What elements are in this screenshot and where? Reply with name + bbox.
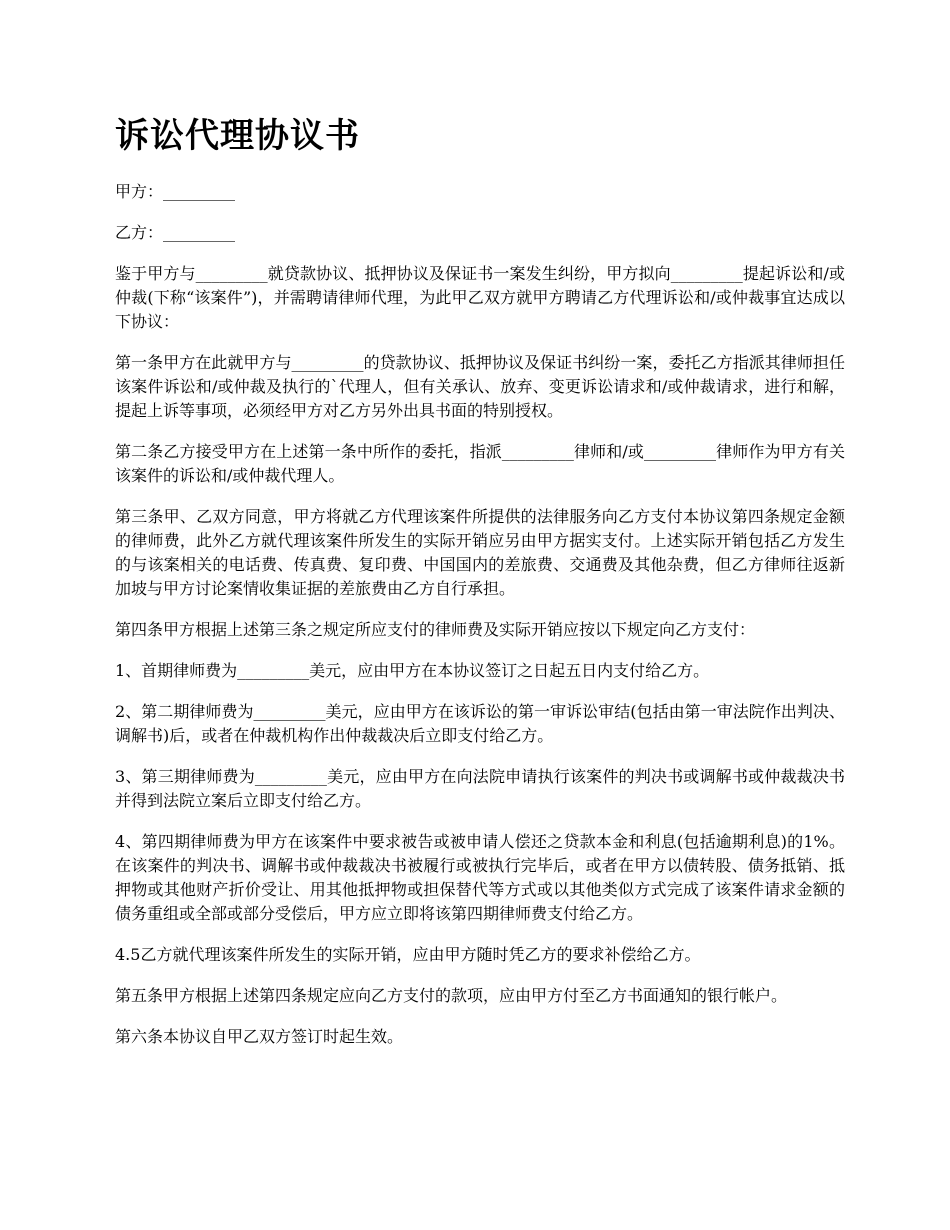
article-4-item-5: 4.5乙方就代理该案件所发生的实际开销，应由甲方随时凭乙方的要求补偿给乙方。: [115, 945, 701, 964]
party-b-line: 乙方：_________: [115, 223, 236, 242]
article-1-paragraph: 第一条甲方在此就甲方与_________的贷款协议、抵押协议及保证书纠纷一案，委托乙方指派其律师担任该案件诉讼和/或仲裁及执行的`代理人，但有关承认、放弃、变更诉讼请求和/或仲裁请求，进行和解，提起上诉等事项，必须经甲方对乙方另外出具书面的特别授权。: [115, 353, 845, 420]
article-4-item-3: 3、第三期律师费为_________美元，应由甲方在向法院申请执行该案件的判决书或调解书或仲裁裁决书并得到法院立案后立即支付给乙方。: [115, 767, 845, 810]
document-page: [115, 112, 845, 1066]
article-5-paragraph: 第五条甲方根据上述第四条规定应向乙方支付的款项，应由甲方付至乙方书面通知的银行帐户。: [115, 986, 788, 1005]
party-a-line: 甲方：_________: [115, 182, 236, 201]
article-4-item-4: 4、第四期律师费为甲方在该案件中要求被告或被申请人偿还之贷款本金和利息(包括逾期利息)的1%。在该案件的判决书、调解书或仲裁裁决书被履行或被执行完毕后，或者在甲方以债转股、债务抵销、抵押物或其他财产折价受让、用其他抵押物或担保替代等方式或以其他类似方式完成了该案件请求金额的债务重组或全部或部分受偿后，甲方应立即将该第四期律师费支付给乙方。: [115, 832, 845, 923]
article-4-item-1: 1、首期律师费为_________美元，应由甲方在本协议签订之日起五日内支付给乙方。: [115, 661, 710, 680]
article-4-paragraph: 第四条甲方根据上述第三条之规定所应支付的律师费及实际开销应按以下规定向乙方支付：: [115, 620, 756, 639]
document-title: 诉讼代理协议书: [115, 116, 360, 156]
article-6-paragraph: 第六条本协议自甲乙双方签订时起生效。: [115, 1027, 404, 1046]
article-3-paragraph: 第三条甲、乙双方同意，甲方将就乙方代理该案件所提供的法律服务向乙方支付本协议第四条规定金额的律师费，此外乙方就代理该案件所发生的实际开销应另由甲方据实支付。上述实际开销包括乙方发生的与该案相关的电话费、传真费、复印费、中国国内的差旅费、交通费及其他杂费，但乙方律师往返新加坡与甲方讨论案情收集证据的差旅费由乙方自行承担。: [115, 507, 845, 598]
preamble-paragraph: 鉴于甲方与_________就贷款协议、抵押协议及保证书一案发生纠纷，甲方拟向_________提起诉讼和/或仲裁(下称“该案件”)，并需聘请律师代理，为此甲乙双方就甲方聘请乙方代理诉讼和/或仲裁事宜达成以下协议：: [115, 264, 845, 331]
article-4-item-2: 2、第二期律师费为_________美元，应由甲方在该诉讼的第一审诉讼审结(包括由第一审法院作出判决、调解书)后，或者在仲裁机构作出仲裁裁决后立即支付给乙方。: [115, 702, 845, 745]
article-2-paragraph: 第二条乙方接受甲方在上述第一条中所作的委托，指派_________律师和/或_________律师作为甲方有关该案件的诉讼和/或仲裁代理人。: [115, 442, 845, 485]
